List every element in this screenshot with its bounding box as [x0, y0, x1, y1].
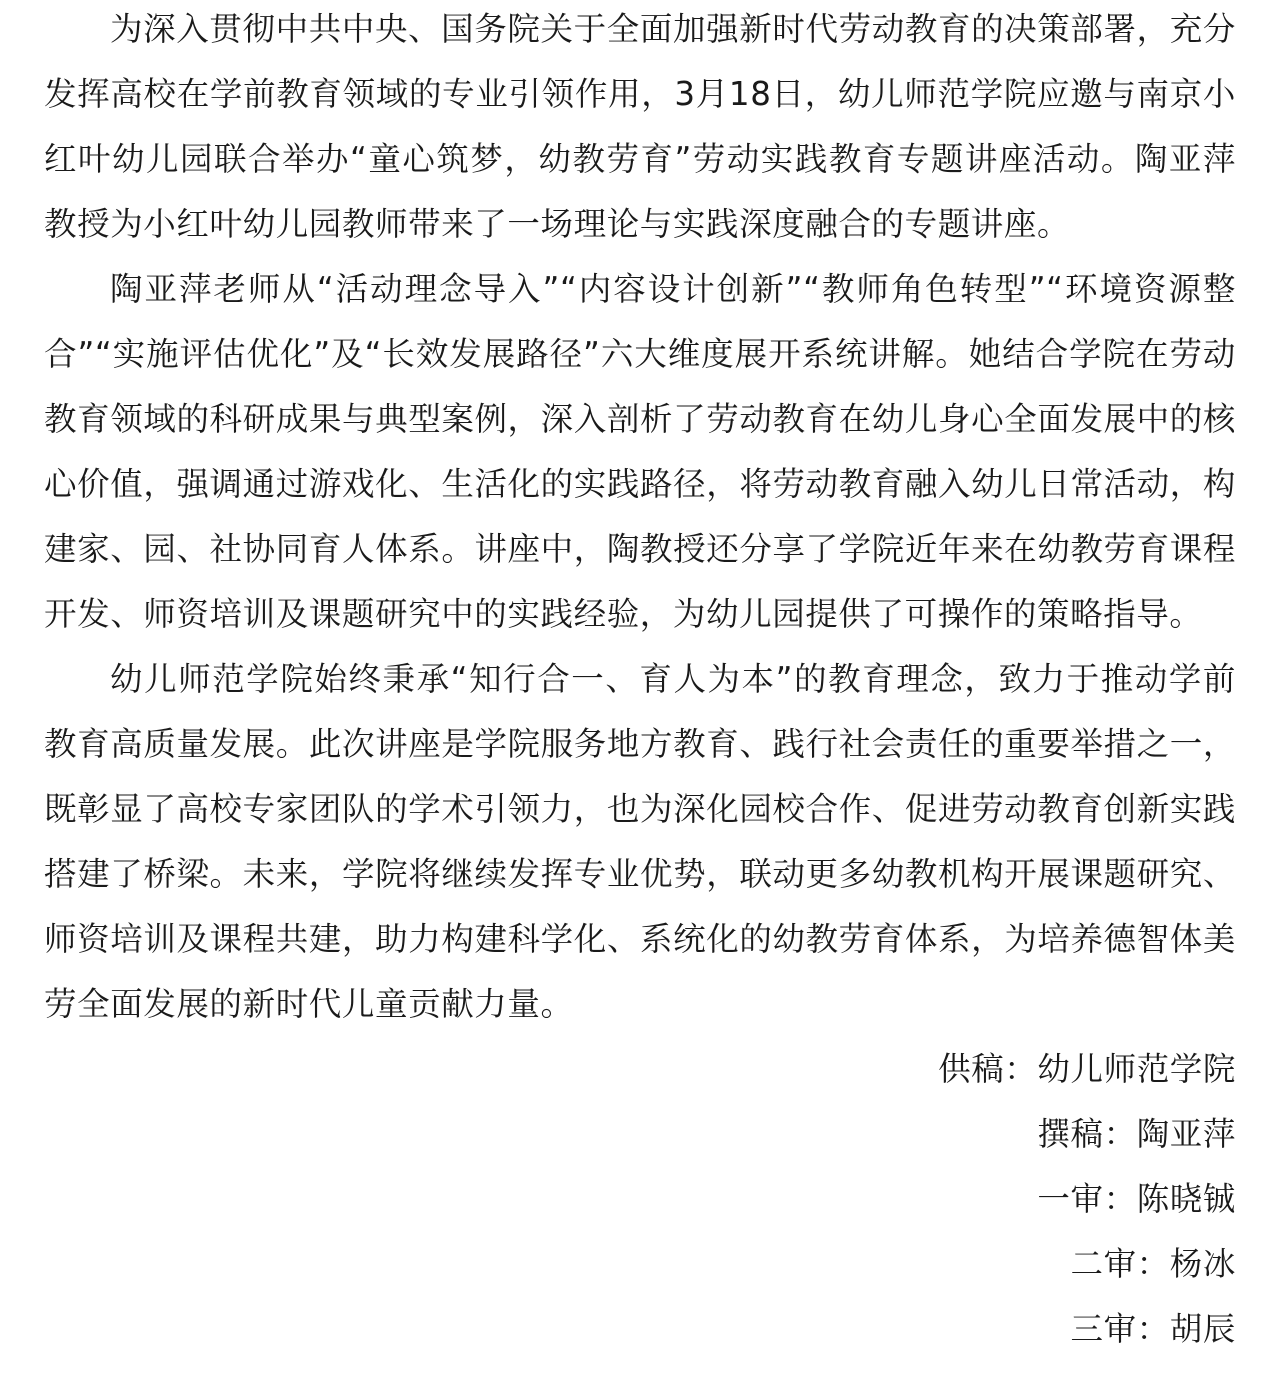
credit-source: 供稿：幼儿师范学院 [938, 1050, 1236, 1088]
credit-author: 撰稿：陶亚萍 [1037, 1115, 1236, 1153]
article-credits [44, 1037, 1236, 1362]
credit-second-review: 二审：杨冰 [1070, 1245, 1236, 1283]
article-body [44, 0, 1236, 1362]
article-paragraph-3: 幼儿师范学院始终秉承“知行合一、育人为本”的教育理念，致力于推动学前教育高质量发展。此次讲座是学院服务地方教育、践行社会责任的重要举措之一，既彰显了高校专家团队的学术引领力，也为深化园校合作、促进劳动教育创新实践搭建了桥梁。未来，学院将继续发挥专业优势，联动更多幼教机构开展课题研究、师资培训及课程共建，助力构建科学化、系统化的幼教劳育体系，为培养德智体美劳全面发展的新时代儿童贡献力量。 [44, 660, 1236, 1023]
article-paragraph-1: 为深入贯彻中共中央、国务院关于全面加强新时代劳动教育的决策部署，充分发挥高校在学前教育领域的专业引领作用，3月18日，幼儿师范学院应邀与南京小红叶幼儿园联合举办“童心筑梦，幼教劳育”劳动实践教育专题讲座活动。陶亚萍教授为小红叶幼儿园教师带来了一场理论与实践深度融合的专题讲座。 [44, 10, 1236, 243]
article-paragraph-2: 陶亚萍老师从“活动理念导入”“内容设计创新”“教师角色转型”“环境资源整合”“实施评估优化”及“长效发展路径”六大维度展开系统讲解。她结合学院在劳动教育领域的科研成果与典型案例，深入剖析了劳动教育在幼儿身心全面发展中的核心价值，强调通过游戏化、生活化的实践路径，将劳动教育融入幼儿日常活动，构建家、园、社协同育人体系。讲座中，陶教授还分享了学院近年来在幼教劳育课程开发、师资培训及课题研究中的实践经验，为幼儿园提供了可操作的策略指导。 [44, 270, 1236, 633]
credit-third-review: 三审：胡辰 [1070, 1310, 1236, 1348]
credit-first-review: 一审：陈晓铖 [1037, 1180, 1236, 1218]
